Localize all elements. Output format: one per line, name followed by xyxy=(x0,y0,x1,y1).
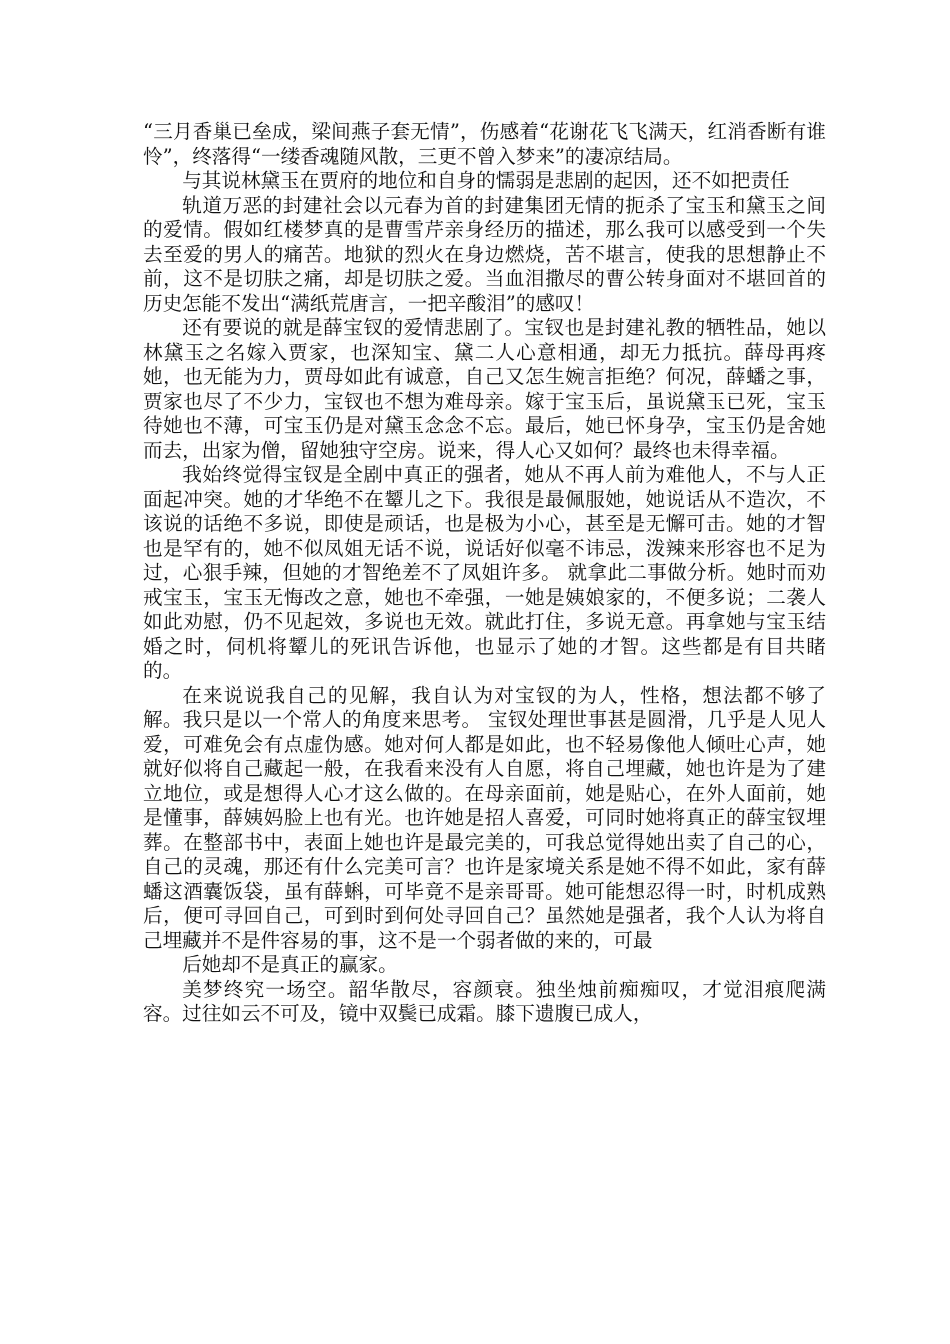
paragraph: 美梦终究一场空。韶华散尽，容颜衰。独坐烛前痴痴叹，才觉泪痕爬满容。过往如云不可及，镜中双鬓已成霜。膝下遗腹已成人， xyxy=(143,977,826,1025)
paragraph: 与其说林黛玉在贾府的地位和自身的懦弱是悲剧的起因，还不如把责任 xyxy=(182,169,790,192)
paragraph: 我始终觉得宝钗是全剧中真正的强者，她从不再人前为难他人，不与人正面起冲突。她的才华绝不在颦儿之下。我很是最佩服她，她说话从不造次，不该说的话绝不多说，即使是顽话，也是极为小心，甚至是无懈可击。她的才智也是罕有的，她不似凤姐无话不说，说话好似毫不讳忌，泼辣来形容也不足为过，心狠手辣，但她的才智绝差不了凤姐许多。 就拿此二事做分析。她时而劝戒宝玉，宝玉无悔改之意，她也不牵强，一她是姨娘家的，不便多说；二袭人如此劝慰，仍不见起效，多说也无效。就此打住，多说无意。再拿她与宝玉结婚之时，伺机将颦儿的死讯告诉他，也显示了她的才智。这些都是有目共睹的。 xyxy=(143,463,826,682)
paragraph: 轨道万恶的封建社会以元春为首的封建集团无情的扼杀了宝玉和黛玉之间的爱情。假如红楼梦真的是曹雪芹亲身经历的描述，那么我可以感受到一个失去至爱的男人的痛苦。地狱的烈火在身边燃烧，苦不堪言，使我的思想静止不前，这不是切肤之痛，却是切肤之爱。当血泪撒尽的曹公转身面对不堪回首的历史怎能不发出“满纸荒唐言，一把辛酸泪”的感叹！ xyxy=(143,193,826,315)
paragraph: 在来说说我自己的见解，我自认为对宝钗的为人，性格，想法都不够了解。我只是以一个常人的角度来思考。 宝钗处理世事甚是圆滑，几乎是人见人爱，可难免会有点虚伪感。她对何人都是如此，也不轻易像他人倾吐心声，她就好似将自己藏起一般，在我看来没有人自愿，将自己埋藏，她也许是为了建立地位，或是想得人心才这么做的。在母亲面前，她是贴心，在外人面前，她是懂事，薛姨妈脸上也有光。也许她是招人喜爱，可同时她将真正的薛宝钗埋葬。在整部书中，表面上她也许是最完美的，可我总觉得她出卖了自己的心，自己的灵魂，那还有什么完美可言？也许是家境关系是她不得不如此，家有薛蟠这酒囊饭袋，虽有薛蝌，可毕竟不是亲哥哥。她可能想忍得一时，时机成熟后，便可寻回自己，可到时到何处寻回自己？虽然她是强者，我个人认为将自己埋藏并不是件容易的事，这不是一个弱者做的来的，可最 xyxy=(143,683,826,952)
paragraph: “三月香巢已垒成，梁间燕子套无情”，伤感着“花谢花飞飞满天，红消香断有谁怜”，终落得“一缕香魂随风散，三更不曾入梦来”的凄凉结局。 xyxy=(143,120,826,168)
paragraph: 后她却不是真正的赢家。 xyxy=(182,953,398,976)
document-body xyxy=(143,120,826,1027)
paragraph: 还有要说的就是薛宝钗的爱情悲剧了。宝钗也是封建礼教的牺牲品，她以林黛玉之名嫁入贾家，也深知宝、黛二人心意相通，却无力抵抗。薛母再疼她，也无能为力，贾母如此有诚意，自己又怎生婉言拒绝？何况，薛蟠之事，贾家也尽了不少力，宝钗也不想为难母亲。嫁于宝玉后，虽说黛玉已死，宝玉待她也不薄，可宝玉仍是对黛玉念念不忘。最后，她已怀身孕，宝玉仍是舍她而去，出家为僧，留她独守空房。说来，得人心又如何？最终也未得幸福。 xyxy=(143,316,826,462)
